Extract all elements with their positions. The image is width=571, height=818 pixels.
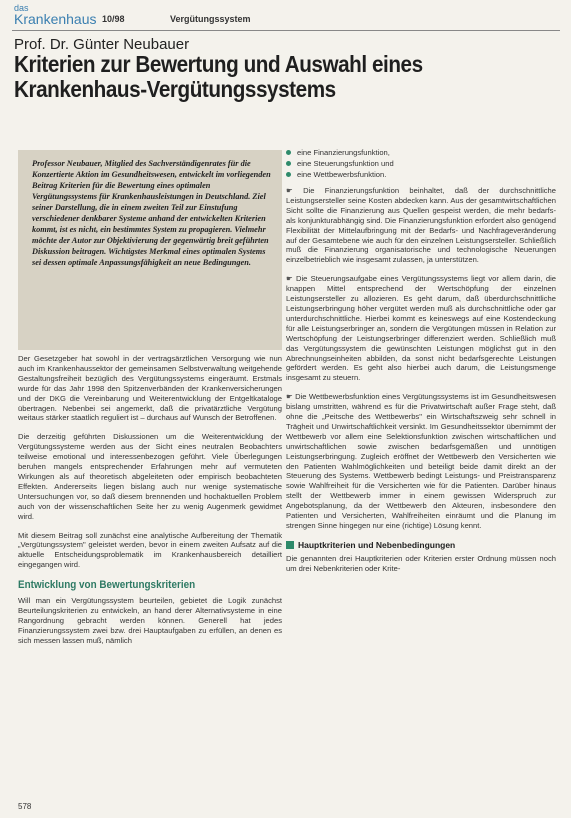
subsection-heading: Hauptkriterien und Nebenbedingungen: [286, 540, 556, 551]
paragraph: ☛ Die Wettbewerbsfunktion eines Vergütungssystems ist im Gesundheitswesen bislang umstritten, während es für die Privatwirtschaft außer Frage steht, daß ohne die „Peitsche des Wettbewerbs" ein Wirtschaftszweig sehr schnell in Trägheit und Unwirtschaftlichkeit versinkt. Im Gesundheitssektor übernimmt der Wettbewerb vor allem eine Selektionsfunktion zwischen wirtschaftlichen und unwirtschaftlichen sowie zwischen bedarfsgemäßen und unnötigen Leistungserbringung. Zugleich eröffnet der Wettbewerb den Versicherten wie den Patienten Wahlmöglichkeiten und beteiligt beide damit direkt an der Steuerung des Systems. Wettbewerb bedingt Leistungs- und Preistransparenz sowie Wahlfreiheit für die Versicherten wie für die Patienten. Darüber hinaus stellt der Wettbewerb immer in einem gewissen Widerspruch zur Angebotsplanung, da der Wettbewerb den Akteuren, insbesondere den Patienten und Versicherten, Wahlfreiheiten einräumt und die Planung im strengen Sinne hingegen nur eine (richtige) Lösung kennt.: [286, 392, 556, 530]
paragraph: Der Gesetzgeber hat sowohl in der vertragsärztlichen Versorgung wie nun auch im Krankenhaussektor der gemeinsamen Selbstverwaltung weitgehende Gestaltungsfreiheit bezüglich des Vergütungssystems eingeräumt. Erstmals wurde für das Jahr 1998 den Spitzenverbänden der Krankenversicherungen und der DKG die Vereinbarung und Weiterentwicklung der Entgeltkataloge übertragen. Nebenbei sei angemerkt, daß die privatärztliche Vergütung weitaus stärker staatlich reguliert ist – durchaus auf Wunsch der Betroffenen.: [18, 354, 282, 423]
bullet-icon: [286, 172, 291, 177]
page-number: 578: [18, 802, 32, 811]
paragraph: ☛ Die Steuerungsaufgabe eines Vergütungssystems liegt vor allem darin, die knappen Mittel entsprechend der Wertschöpfung der einzelnen Leistungsersteller zu allozieren. Es geht darum, daß überdurchschnittliche Leistungserbringung höher vergütet werden muß als durchschnittliche oder gar unterdurchschnittliche. Hierbei kommt es keineswegs auf eine Kostendeckung für alle Leistungserbringer an, sondern die Vergütungen müssen in Relation zur Wertschöpfung der Leistungserbringer differenziert werden. Schließlich muß das Vergütungssystem die gewünschten Leistungen möglichst gut in den Abrechnungseinheiten abbilden, da sonst nicht bedarfsgerechte Leistungen gefördert werden. Es geht also hierbei auch darum, die Leistungsmenge insgesamt zu steuern.: [286, 274, 556, 383]
list-item: eine Steuerungsfunktion und: [286, 158, 556, 169]
paragraph: Die derzeitig geführten Diskussionen um die Weiterentwicklung der Vergütungssysteme werden aus der Sicht eines neutralen Beobachters teilweise emotional und interessenbezogen geführt. Viele Überlegungen beruhen mangels entsprechender Erfahrungen mehr auf vermuteten Wirkungen als auf theoretisch abgeleiteten oder empirisch beobachteten Effekten. Andererseits liegen bislang auch nur wenige systematische Untersuchungen vor, so daß diesem brennenden und hochaktuellen Problem auch von der wissenschaftlichen Seite her zu wenig Augenmerk gewidmet wird.: [18, 432, 282, 521]
pointing-hand-icon: ☛: [286, 392, 293, 402]
paragraph: Mit diesem Beitrag soll zunächst eine analytische Aufbereitung der Thematik „Vergütungssystem" geleistet werden, bevor in einem zweiten Aufsatz auf die aktuelle Entscheidungsproblematik im Krankenhausbereich detailliert eingegangen wird.: [18, 530, 282, 570]
right-column: [286, 147, 556, 583]
logo-line1: das: [14, 3, 29, 13]
abstract-text: Professor Neubauer, Mitglied des Sachverständigenrates für die Konzertierte Aktion im Gesundheitswesen, entwickelt im vorliegenden Beitrag Kriterien für die Bewertung eines optimalen Vergütungssystems für Krankenhausleistungen in Deutschland. Ziel seiner Darstellung, die in einem zweiten Teil zur Einstufung verschiedener denkbarer Systeme anhand der entwickelten Kriterien kommt, ist es nicht, ein bestimmtes System zu propagieren. Vielmehr möchte der Autor zur Objektivierung der gegenwärtig breit geführten Diskussion beitragen. Wichtigstes Merkmal eines optimalen Systems sei dessen optimale Anpassungsfähigkeit an neue Bedingungen.: [32, 159, 271, 267]
paragraph: Die genannten drei Hauptkriterien oder Kriterien erster Ordnung müssen noch um drei Nebenkriterien oder Krite-: [286, 553, 556, 573]
author-name: Prof. Dr. Günter Neubauer: [14, 36, 190, 53]
section-heading: Entwicklung von Bewertungskriterien: [18, 579, 196, 592]
page-header: [14, 4, 559, 26]
list-item: eine Finanzierungsfunktion,: [286, 147, 556, 158]
function-list: [286, 147, 556, 180]
section-title: Vergütungssystem: [170, 14, 251, 24]
header-rule: [12, 30, 560, 31]
journal-logo: [14, 4, 97, 26]
list-item: eine Wettbewerbsfunktion.: [286, 169, 556, 180]
logo-line2: Krankenhaus: [14, 11, 97, 27]
pointing-hand-icon: ☛: [286, 274, 293, 284]
left-column: [18, 354, 282, 655]
issue-number: 10/98: [102, 14, 125, 24]
article-title: Kriterien zur Bewertung und Auswahl eines Krankenhaus-Vergütungssystems: [14, 51, 423, 102]
bullet-icon: [286, 161, 291, 166]
paragraph: ☛ Die Finanzierungsfunktion beinhaltet, daß der durchschnittliche Leistungsersteller seine Kosten abdecken kann. Aus der gesamtwirtschaftlichen Sicht sollte die Finanzierung aus Quellen gespeist werden, die mehr bedarfs- als konjunkturabhängig sind. Die Finanzierungsfunktion erfordert also genügend Flexibilität der Mittelaufbringung mit der Bedarfs- und Nachfrageveränderung auf der Gesamtebene wie auch für den einzelnen Leistungsersteller. Schließlich muß die Finanzierung organisatorische und technologische Neuerungen einzelbetrieblich wie insgesamt zulassen, ja unterstützen.: [286, 186, 556, 265]
square-bullet-icon: [286, 541, 294, 549]
bullet-icon: [286, 150, 291, 155]
paragraph: Will man ein Vergütungssystem beurteilen, gebietet die Logik zunächst Beurteilungskriterien zu entwickeln, an hand derer Alternativsysteme in eine Rangordnung gebracht werden können. Generell hat jedes Finanzierungssystem zwei bzw. drei Hauptaufgaben zu erfüllen, an denen es sich messen lassen muß, nämlich: [18, 596, 282, 645]
pointing-hand-icon: ☛: [286, 186, 293, 195]
abstract-box: [18, 150, 282, 350]
